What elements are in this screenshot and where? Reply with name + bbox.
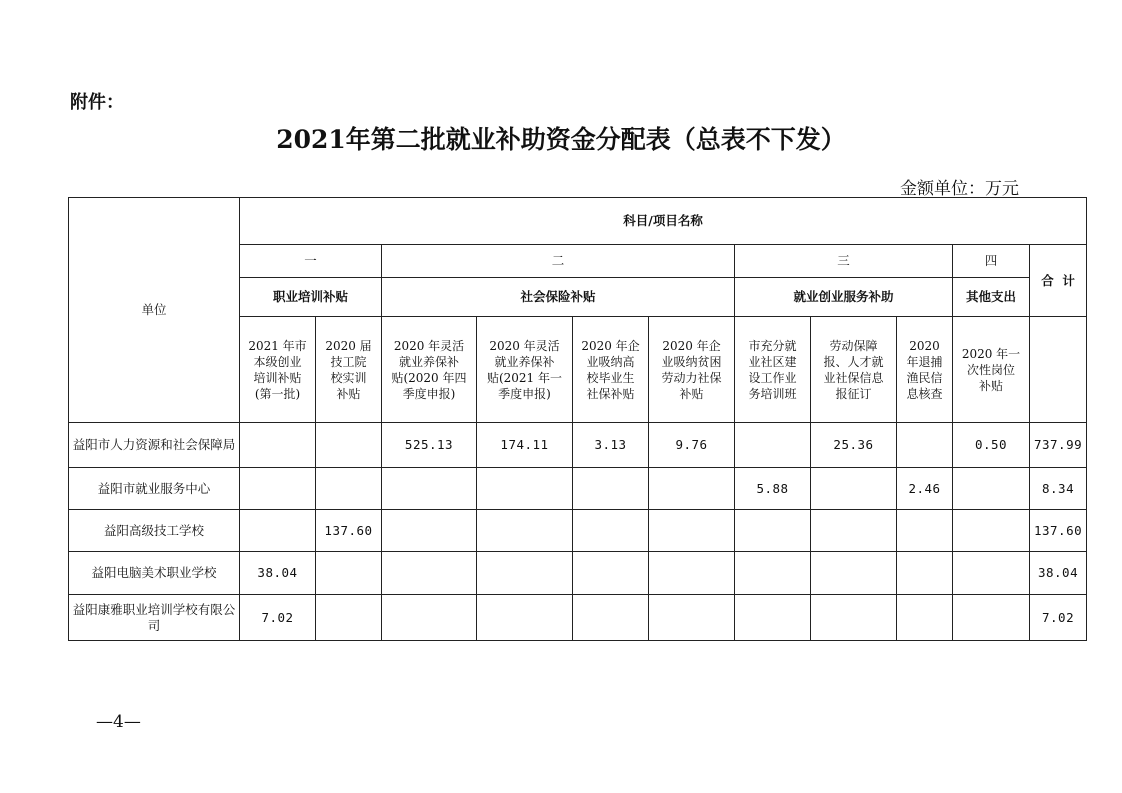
amount-cell: 174.11 — [477, 423, 573, 468]
amount-cell — [897, 423, 953, 468]
group-name-1: 职业培训补贴 — [240, 278, 382, 317]
amount-cell — [897, 595, 953, 641]
column-header-3: 2020 年灵活 就业养保补 贴(2020 年四 季度申报) — [382, 317, 477, 423]
amount-cell — [382, 595, 477, 641]
amount-cell — [382, 510, 477, 552]
total-header-blank — [1030, 317, 1087, 423]
amount-cell: 137.60 — [316, 510, 382, 552]
amount-cell — [735, 423, 811, 468]
amount-cell — [382, 468, 477, 510]
amount-cell — [573, 595, 649, 641]
column-header-7: 市充分就 业社区建 设工作业 务培训班 — [735, 317, 811, 423]
amount-cell: 25.36 — [811, 423, 897, 468]
allocation-table — [68, 197, 1087, 641]
amount-cell: 0.50 — [953, 423, 1030, 468]
table-row — [69, 423, 1087, 468]
column-header-10: 2020 年一 次性岗位 补贴 — [953, 317, 1030, 423]
table-row — [69, 510, 1087, 552]
amount-cell — [240, 510, 316, 552]
table-row — [69, 468, 1087, 510]
amount-cell — [477, 510, 573, 552]
group-index-1: 一 — [240, 245, 382, 278]
amount-cell — [382, 552, 477, 595]
amount-cell — [649, 468, 735, 510]
amount-cell — [953, 510, 1030, 552]
table-row — [69, 552, 1087, 595]
row-unit-name: 益阳高级技工学校 — [69, 510, 240, 552]
amount-cell — [735, 552, 811, 595]
amount-cell: 2.46 — [897, 468, 953, 510]
amount-cell — [649, 595, 735, 641]
table-row — [69, 595, 1087, 641]
amount-cell — [735, 595, 811, 641]
amount-cell — [897, 510, 953, 552]
column-header-8: 劳动保障 报、人才就 业社保信息 报征订 — [811, 317, 897, 423]
row-total-cell: 38.04 — [1030, 552, 1087, 595]
amount-cell — [573, 552, 649, 595]
amount-cell — [477, 552, 573, 595]
row-total-cell: 737.99 — [1030, 423, 1087, 468]
group-index-2: 二 — [382, 245, 735, 278]
amount-cell — [573, 510, 649, 552]
column-header-5: 2020 年企 业吸纳高 校毕业生 社保补贴 — [573, 317, 649, 423]
amount-cell: 38.04 — [240, 552, 316, 595]
column-header-9: 2020 年退捕 渔民信 息核查 — [897, 317, 953, 423]
amount-cell — [953, 468, 1030, 510]
amount-cell — [811, 510, 897, 552]
row-total-cell: 137.60 — [1030, 510, 1087, 552]
amount-cell — [316, 423, 382, 468]
amount-cell — [316, 552, 382, 595]
row-unit-name: 益阳康雅职业培训学校有限公司 — [69, 595, 240, 641]
column-header-4: 2020 年灵活 就业养保补 贴(2021 年一 季度申报) — [477, 317, 573, 423]
amount-cell — [649, 510, 735, 552]
amount-cell — [811, 595, 897, 641]
amount-cell: 5.88 — [735, 468, 811, 510]
row-unit-name: 益阳市人力资源和社会保障局 — [69, 423, 240, 468]
amount-cell — [240, 468, 316, 510]
row-total-cell: 8.34 — [1030, 468, 1087, 510]
amount-cell: 9.76 — [649, 423, 735, 468]
amount-cell — [316, 468, 382, 510]
header-row-subject — [69, 198, 1087, 245]
amount-cell — [477, 595, 573, 641]
amount-cell — [316, 595, 382, 641]
column-header-6: 2020 年企 业吸纳贫困 劳动力社保 补贴 — [649, 317, 735, 423]
row-total-cell: 7.02 — [1030, 595, 1087, 641]
row-unit-name: 益阳市就业服务中心 — [69, 468, 240, 510]
amount-cell — [573, 468, 649, 510]
amount-cell — [897, 552, 953, 595]
data-rows — [69, 423, 1087, 641]
amount-cell — [953, 595, 1030, 641]
amount-cell: 3.13 — [573, 423, 649, 468]
page-number: —4— — [96, 712, 141, 732]
group-name-2: 社会保险补贴 — [382, 278, 735, 317]
amount-cell: 525.13 — [382, 423, 477, 468]
subject-header: 科目/项目名称 — [240, 198, 1087, 245]
column-header-1: 2021 年市 本级创业 培训补贴 (第一批) — [240, 317, 316, 423]
unit-column-header: 单位 — [69, 198, 240, 423]
amount-cell — [811, 468, 897, 510]
amount-cell: 7.02 — [240, 595, 316, 641]
amount-cell — [649, 552, 735, 595]
group-index-3: 三 — [735, 245, 953, 278]
page-title: 2021年第二批就业补助资金分配表（总表不下发） — [276, 125, 846, 154]
amount-cell — [953, 552, 1030, 595]
group-name-3: 就业创业服务补助 — [735, 278, 953, 317]
amount-cell — [477, 468, 573, 510]
amount-cell — [240, 423, 316, 468]
amount-unit-label: 金额单位：万元 — [900, 179, 1019, 199]
amount-cell — [735, 510, 811, 552]
row-unit-name: 益阳电脑美术职业学校 — [69, 552, 240, 595]
group-index-4: 四 — [953, 245, 1030, 278]
total-column-header: 合 计 — [1030, 245, 1087, 317]
amount-cell — [811, 552, 897, 595]
group-name-4: 其他支出 — [953, 278, 1030, 317]
attachment-label: 附件： — [70, 92, 124, 113]
column-header-2: 2020 届 技工院 校实训 补贴 — [316, 317, 382, 423]
